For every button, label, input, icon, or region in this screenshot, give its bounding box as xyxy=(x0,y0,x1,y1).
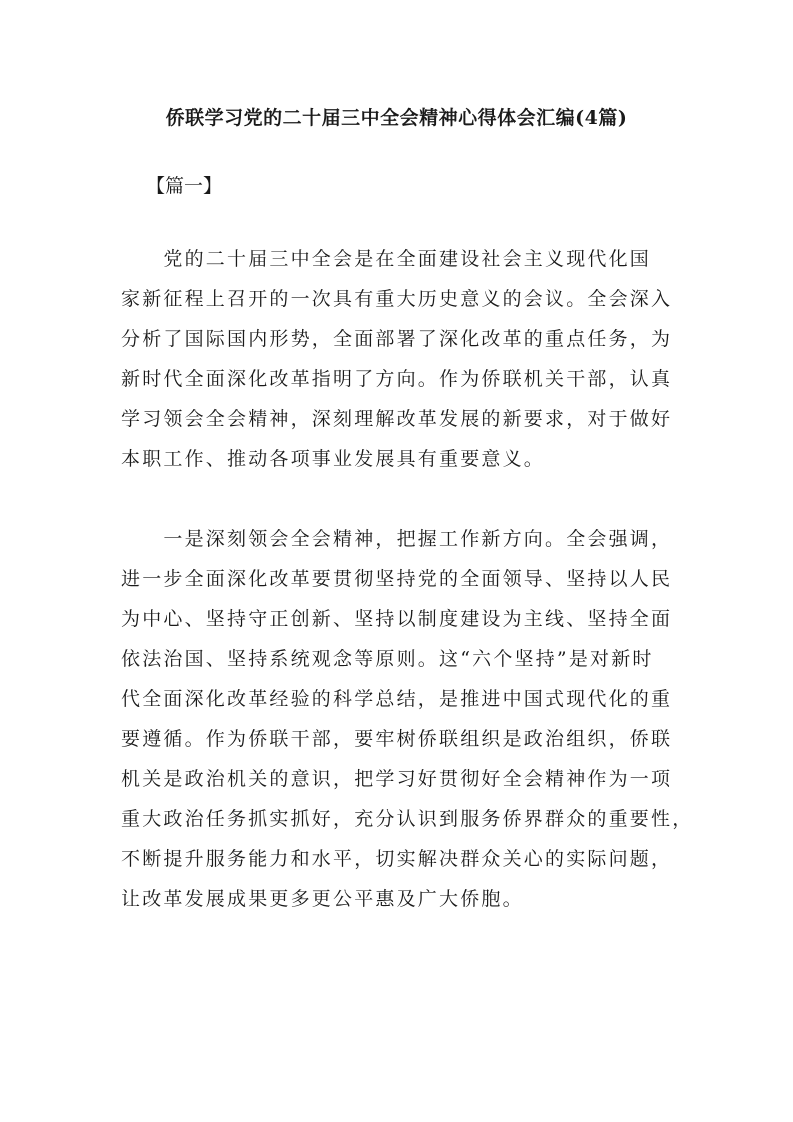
paragraph-1 xyxy=(121,239,681,479)
paragraph-line: 机关是政治机关的意识，把学习好贯彻好全会精神作为一项 xyxy=(121,768,673,790)
paragraph-line: 进一步全面深化改革要贯彻坚持党的全面领导、坚持以人民 xyxy=(121,568,673,590)
document-title: 侨联学习党的二十届三中全会精神心得体会汇编(4篇) xyxy=(165,107,628,129)
paragraph-line: 一是深刻领会全会精神，把握工作新方向。全会强调， xyxy=(121,528,673,550)
paragraph-line: 让改革发展成果更多更公平惠及广大侨胞。 xyxy=(121,888,524,910)
paragraph-2 xyxy=(121,519,694,919)
paragraph-line: 新时代全面深化改革指明了方向。作为侨联机关干部，认真 xyxy=(121,368,673,390)
paragraph-line: 本职工作、推动各项事业发展具有重要意义。 xyxy=(121,448,546,470)
paragraph-line: 分析了国际国内形势，全面部署了深化改革的重点任务，为 xyxy=(121,328,673,350)
paragraph-line: 不断提升服务能力和水平，切实解决群众关心的实际问题， xyxy=(121,848,673,870)
section-label: 【篇一】 xyxy=(146,175,223,197)
paragraph-line: 要遵循。作为侨联干部，要牢树侨联组织是政治组织，侨联 xyxy=(121,728,673,750)
paragraph-line: 家新征程上召开的一次具有重大历史意义的会议。全会深入 xyxy=(121,288,673,310)
paragraph-line: 依法治国、坚持系统观念等原则。这“六个坚持”是对新时 xyxy=(121,648,654,670)
paragraph-line: 重大政治任务抓实抓好，充分认识到服务侨界群众的重要性， xyxy=(121,808,694,830)
paragraph-line: 学习领会全会精神，深刻理解改革发展的新要求，对于做好 xyxy=(121,408,673,430)
paragraph-line: 为中心、坚持守正创新、坚持以制度建设为主线、坚持全面 xyxy=(121,608,673,630)
paragraph-line: 党的二十届三中全会是在全面建设社会主义现代化国 xyxy=(121,248,652,270)
paragraph-line: 代全面深化改革经验的科学总结，是推进中国式现代化的重 xyxy=(121,688,673,710)
